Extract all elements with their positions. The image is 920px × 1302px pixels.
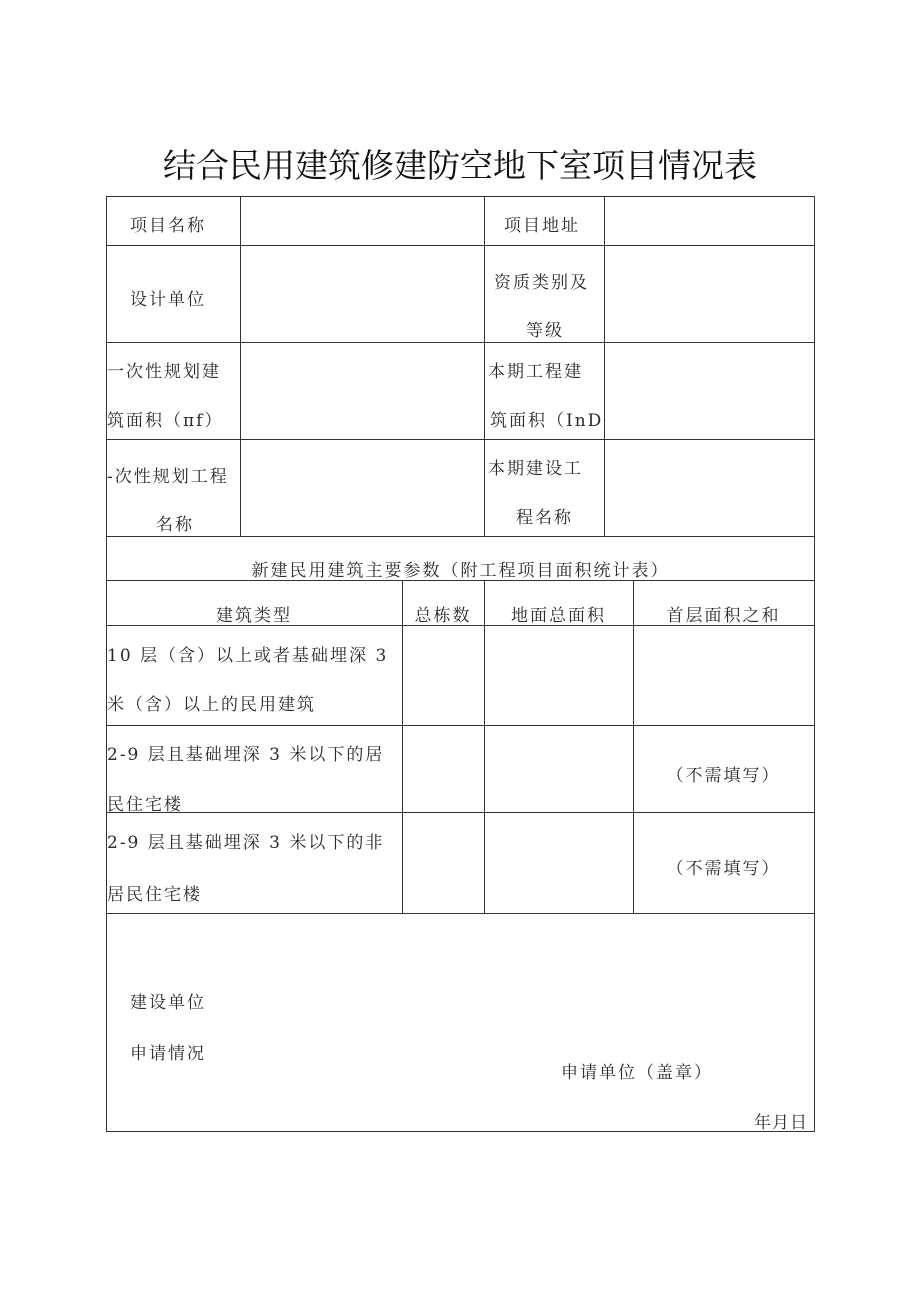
table-row-1-type-line2: 米（含）以上的民用建筑: [107, 695, 316, 715]
table-row-3-type-line1: 2-9 层且基础埋深 3 米以下的非: [107, 833, 385, 853]
label-current-project-line2: 程名称: [516, 508, 573, 528]
label-current-area-line2: 筑面积（InD: [490, 411, 604, 431]
row-divider: [106, 725, 815, 726]
table-border-top: [106, 196, 815, 197]
table-row-2-first-floor: （不需填写）: [666, 766, 781, 786]
label-current-project-line1: 本期建设工: [488, 459, 583, 479]
label-qualification-line2: 等级: [526, 321, 564, 341]
params-heading: 新建民用建筑主要参数（附工程项目面积统计表）: [251, 561, 670, 581]
label-planned-area-line1: 一次性规划建: [107, 362, 221, 382]
application-label-line1: 建设单位: [130, 993, 206, 1013]
label-qualification-line1: 资质类别及: [494, 273, 589, 293]
row-divider: [106, 812, 815, 813]
table-row-2-type-line1: 2-9 层且基础埋深 3 米以下的居: [107, 745, 385, 765]
column-header-ground-area: 地面总面积: [511, 606, 606, 626]
label-planned-area-line2: 筑面积（πf）: [107, 411, 224, 431]
row-divider: [106, 913, 815, 914]
row-divider: [106, 342, 815, 343]
table-row-3-type-line2: 居民住宅楼: [107, 885, 202, 905]
row-divider: [106, 245, 815, 246]
row-divider: [106, 536, 815, 537]
table-row-2-type-line2: 民住宅楼: [107, 795, 183, 815]
table-row-3-first-floor: （不需填写）: [666, 859, 781, 879]
label-current-area-line1: 本期工程建: [488, 362, 583, 382]
seal-label: 申请单位（盖章）: [561, 1063, 713, 1083]
col-divider: [484, 196, 485, 536]
column-header-building-type: 建筑类型: [216, 606, 292, 626]
table-border-right: [814, 196, 815, 1132]
application-label-line2: 申请情况: [130, 1044, 206, 1064]
label-project-address: 项目地址: [504, 216, 580, 236]
col-divider: [240, 196, 241, 536]
column-header-first-floor-area: 首层面积之和: [666, 606, 781, 626]
col-divider: [402, 580, 403, 913]
table-row-1-type-line1: 10 层（含）以上或者基础埋深 3: [107, 646, 389, 666]
col-divider: [604, 196, 605, 536]
column-header-total-buildings: 总栋数: [414, 606, 472, 626]
label-project-name: 项目名称: [130, 216, 206, 236]
page-title: 结合民用建筑修建防空地下室项目情况表: [163, 146, 757, 185]
label-design-unit: 设计单位: [130, 290, 206, 310]
row-divider: [106, 439, 815, 440]
date-label: 年月日: [754, 1113, 808, 1133]
label-planned-project-line2: 名称: [156, 515, 194, 535]
table-border-bottom: [106, 1131, 815, 1132]
col-divider: [484, 580, 485, 913]
label-planned-project-line1: -次性规划工程: [107, 467, 229, 487]
